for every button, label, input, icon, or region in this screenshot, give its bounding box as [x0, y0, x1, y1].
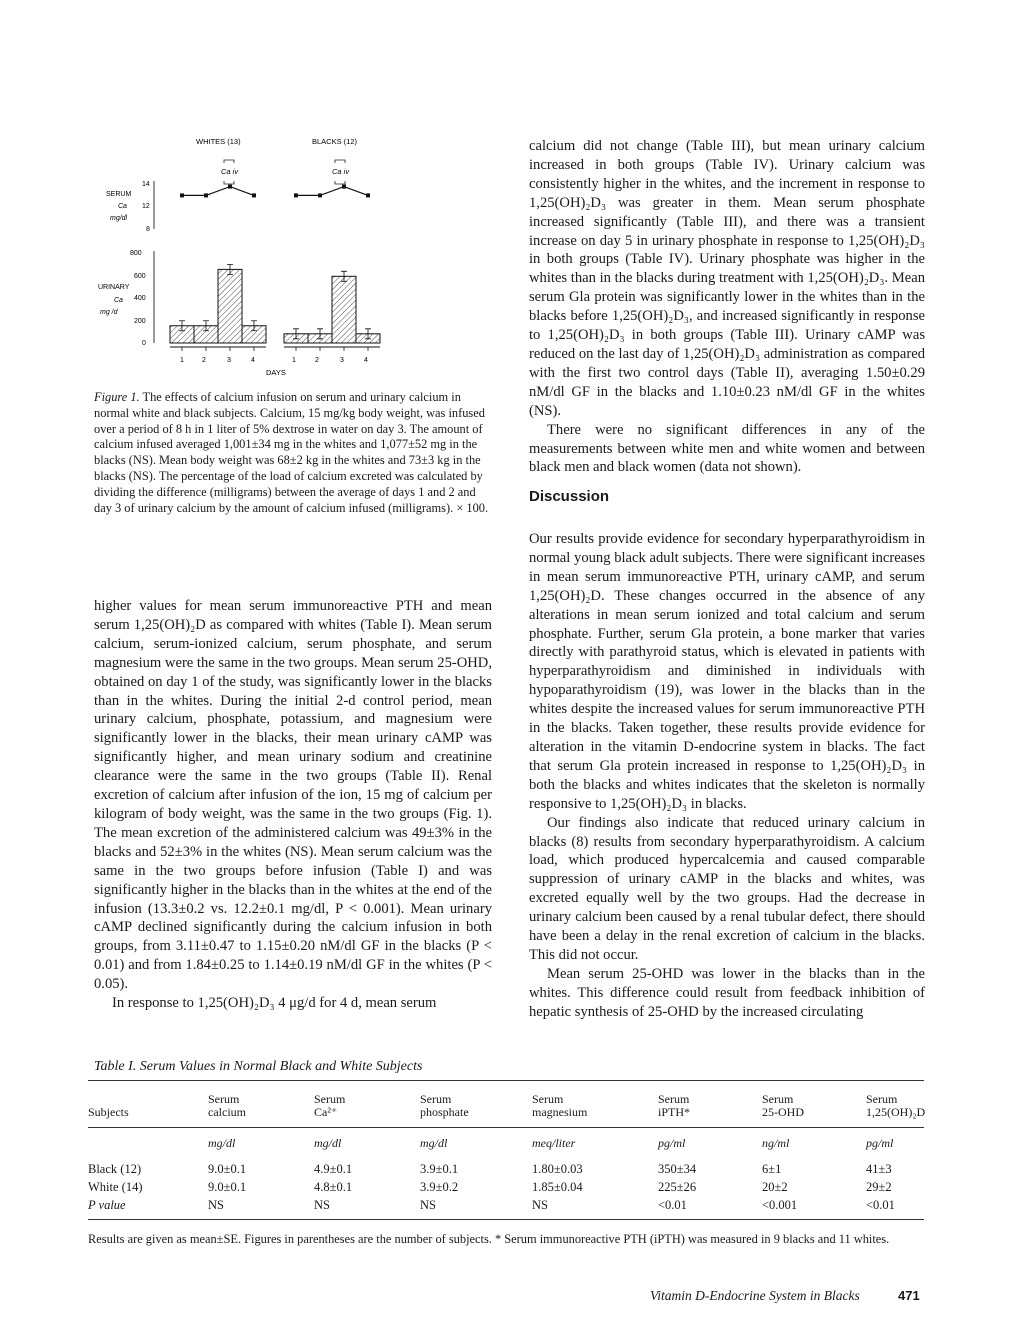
- table-cell: 1.80±0.03: [532, 1162, 583, 1176]
- table-header-cell: 1,25(OH)₂D: [866, 1105, 926, 1119]
- urinary-ca-label: Ca: [114, 297, 123, 304]
- table-header-cell: Serum: [658, 1092, 690, 1106]
- table-rule-top: [88, 1080, 924, 1081]
- serum-label: SERUM: [106, 191, 132, 198]
- table-header-cell: magnesium: [532, 1105, 588, 1119]
- table-cell: 4.8±0.1: [314, 1180, 353, 1194]
- day-label: 1: [180, 357, 184, 364]
- table-header-cell: Ca²⁺: [314, 1105, 338, 1119]
- table-cell: 3.9±0.2: [420, 1180, 459, 1194]
- table-cell: 6±1: [762, 1162, 782, 1176]
- serum-calcium-point: [228, 185, 232, 189]
- table-cell: 9.0±0.1: [208, 1162, 247, 1176]
- urinary-tick-200: 200: [134, 318, 146, 325]
- table-header-cell: Serum: [762, 1092, 794, 1106]
- body-paragraph: Mean serum 25-OHD was lower in the blacks than in the whites. This difference could result from feedback inhibition of hepatic synthesis of 25-OHD by the increased circulating: [529, 965, 925, 1020]
- day-label: 3: [227, 357, 231, 364]
- body-paragraph: Our findings also indicate that reduced urinary calcium in blacks (8) results from secondary hyperparathyroidism. A calcium load, which produced hypercalcemia and caused comparable suppression of urinary cAMP in the blacks and whites, was excreted equally well by the two groups. Had the decrease in urinary calcium been caused by a renal tubular defect, there should have been a delay in the renal excretion of calcium in the blacks. This did not occur.: [529, 814, 925, 963]
- table-row-label: P value: [88, 1198, 126, 1212]
- urinary-tick-0: 0: [142, 340, 146, 347]
- caption-label: Figure 1.: [94, 390, 140, 404]
- serum-unit-label: mg/dl: [110, 215, 128, 222]
- left-column: [94, 597, 492, 1013]
- table-cell: <0.01: [866, 1198, 895, 1212]
- table-cell: 225±26: [658, 1180, 697, 1194]
- table-cell: NS: [532, 1198, 548, 1212]
- table-header-cell: Serum: [208, 1092, 240, 1106]
- serum-ca-label: Ca: [118, 203, 127, 210]
- serum-tick-12: 12: [142, 203, 150, 210]
- table-header-cell: calcium: [208, 1105, 246, 1119]
- table-header-cell: Subjects: [88, 1105, 129, 1119]
- urinary-unit-label: mg /d: [100, 309, 118, 316]
- table-cell: 29±2: [866, 1180, 892, 1194]
- table-row-label: Black (12): [88, 1162, 142, 1176]
- table-header-cell: Serum: [420, 1092, 452, 1106]
- table-cell: <0.01: [658, 1198, 687, 1212]
- discussion-heading: Discussion: [529, 488, 610, 505]
- ca-iv-label-whites: Ca iv: [221, 167, 239, 176]
- urinary-tick-800: 800: [130, 250, 142, 257]
- table-rule-bottom: [88, 1219, 924, 1220]
- body-paragraph: calcium did not change (Table III), but mean urinary calcium increased in both groups (Table IV). Urinary calcium was consistently higher in the whites, and the increment in response to 1,25(OH)₂D₃ was greater in them. Mean serum phosphate increased significantly (Table III), and there was a transient increase on day 5 in urinary phosphate in response to 1,25(OH)₂D₃ in both groups (Table IV). Urinary phosphate was higher in the whites than in the blacks during treatment with 1,25(OH)₂D₃. Mean serum Gla protein was significantly lower in the whites than in the blacks before 1,25(OH)₂D₃, and increased significantly in response to 1,25(OH)₂D₃ in both groups (Table III). Urinary cAMP was reduced on the last day of 1,25(OH)₂D₃ administration as compared with the first two control days (Table II), averaging 1.50±0.29 nM/dl GF in the blacks and 1.10±0.23 nM/dl GF in the whites (NS).: [529, 138, 925, 419]
- day-label: 1: [292, 357, 296, 364]
- table-cell: NS: [208, 1198, 224, 1212]
- figure-caption: [94, 390, 492, 516]
- table-header-cell: Serum: [532, 1092, 564, 1106]
- day-label: 4: [364, 357, 368, 364]
- day-label: 2: [315, 357, 319, 364]
- table-cell: 4.9±0.1: [314, 1162, 353, 1176]
- discussion-column: [529, 530, 925, 1022]
- table-unit-cell: pg/ml: [866, 1136, 894, 1150]
- serum-tick-14: 14: [142, 181, 150, 188]
- serum-calcium-line: [296, 187, 368, 196]
- body-paragraph: higher values for mean serum immunoreactive PTH and mean serum 1,25(OH)₂D as compared with whites (Table I). Mean serum calcium, serum-ionized calcium, serum phosphate, and serum magnesium were the same in the two groups. Mean serum 25-OHD, obtained on day 1 of the study, was significantly lower in the blacks than in the whites. During the initial 2-d control period, mean urinary calcium, phosphate, potassium, and magnesium were significantly lower in the blacks, their mean urinary cAMP was significantly higher, and mean urinary sodium and creatinine clearance were the same in the two groups (Table II). Renal excretion of calcium after infusion of the ion, 15 mg of calcium per kilogram of body weight, was the same in the two groups (Fig. 1). The mean excretion of the administered calcium was 49±3% in the blacks and 52±3% in the whites (NS). Mean serum calcium was the same in the two groups before infusion (Table I) and was significantly higher in the blacks than in the whites at the end of the infusion (13.3±0.2 vs. 12.2±0.1 mg/dl, P < 0.001). Mean urinary cAMP declined significantly during the calcium infusion in both groups, from 3.11±0.47 to 1.15±0.20 nM/dl GF in the blacks (P < 0.01) and from 1.84±0.25 to 1.14±0.19 nM/dl GF in the whites (P < 0.05).: [94, 598, 492, 993]
- ca-iv-label-blacks: Ca iv: [332, 167, 350, 176]
- table-cell: 9.0±0.1: [208, 1180, 247, 1194]
- table-header-cell: iPTH*: [658, 1105, 691, 1119]
- body-paragraph: In response to 1,25(OH)₂D₃ 4 μg/d for 4 d, mean serum: [112, 995, 437, 1012]
- table-cell: NS: [314, 1198, 330, 1212]
- table-rule-header: [88, 1127, 924, 1128]
- day-label: 2: [202, 357, 206, 364]
- table-unit-cell: mg/dl: [314, 1136, 342, 1150]
- figure-1-chart: [88, 132, 498, 382]
- right-column-top: [529, 137, 925, 477]
- serum-calcium-point: [294, 193, 298, 197]
- serum-calcium-point: [366, 193, 370, 197]
- body-paragraph: Our results provide evidence for secondary hyperparathyroidism in normal young black adult subjects. There were significant increases in mean serum immunoreactive PTH, urinary cAMP, and serum 1,25(OH)₂D. These changes occurred in the absence of any alterations in mean serum ionized and total calcium and serum phosphate. Further, serum Gla protein, a bone marker that varies directly with parathyroid status, which is elevated in patients with hyperparathyroidism and diminished in individuals with hypoparathyroidism (19), was lower in the blacks than in the whites despite the increased values for serum immunoreactive PTH in the blacks. Taken together, these results provide evidence for alteration in the vitamin D-endocrine system in blacks. The fact that serum Gla protein increased in response to 1,25(OH)₂D₃ in both the blacks and whites indicates that the skeleton is normally responsive to 1,25(OH)₂D₃ in blacks.: [529, 531, 925, 812]
- whites-group-label: WHITES (13): [196, 137, 241, 146]
- table-row-label: White (14): [88, 1180, 143, 1194]
- table-cell: 350±34: [658, 1162, 697, 1176]
- table-unit-cell: mg/dl: [420, 1136, 448, 1150]
- serum-tick-8: 8: [146, 226, 150, 233]
- page-number: 471: [898, 1288, 920, 1303]
- table-cell: 20±2: [762, 1180, 788, 1194]
- urinary-tick-600: 600: [134, 273, 146, 280]
- blacks-group-label: BLACKS (12): [312, 137, 358, 146]
- serum-calcium-line: [182, 187, 254, 196]
- serum-calcium-point: [342, 185, 346, 189]
- serum-calcium-point: [204, 193, 208, 197]
- serum-calcium-point: [180, 193, 184, 197]
- table-cell: 1.85±0.04: [532, 1180, 583, 1194]
- table-unit-cell: mg/dl: [208, 1136, 236, 1150]
- caption-text: The effects of calcium infusion on serum and urinary calcium in normal white and black subjects. Calcium, 15 mg/kg body weight, was infused over a period of 8 h in 1 liter of 5% dextrose in water on day 3. The amount of calcium infused averaged 1,001±34 mg in the whites and 1,077±52 mg in the blacks (NS). Mean body weight was 68±2 kg in the whites and 73±3 kg in the blacks (NS). The percentage of the load of calcium excreted was calculated by dividing the difference (milligrams) between the average of days 1 and 2 and day 3 of urinary calcium by the amount of calcium infused (milligrams). × 100.: [94, 390, 489, 515]
- table-header-cell: Serum: [866, 1092, 898, 1106]
- table-unit-cell: ng/ml: [762, 1136, 790, 1150]
- table-header-cell: 25-OHD: [762, 1105, 804, 1119]
- table-header-cell: Serum: [314, 1092, 346, 1106]
- table-footnote: Results are given as mean±SE. Figures in parentheses are the number of subjects. * Serum immunoreactive PTH (iPTH) was measured in 9 blacks and 11 whites.: [88, 1232, 890, 1246]
- table-header-cell: phosphate: [420, 1105, 469, 1119]
- urinary-label: URINARY: [98, 284, 130, 291]
- day-label: 3: [340, 357, 344, 364]
- table-cell: NS: [420, 1198, 436, 1212]
- table-title: Table I. Serum Values in Normal Black and White Subjects: [94, 1059, 423, 1074]
- serum-calcium-point: [252, 193, 256, 197]
- urinary-calcium-bar: [218, 269, 242, 343]
- table-unit-cell: pg/ml: [658, 1136, 686, 1150]
- day-label: 4: [251, 357, 255, 364]
- table-cell: 41±3: [866, 1162, 892, 1176]
- table-cell: 3.9±0.1: [420, 1162, 459, 1176]
- urinary-calcium-bar: [332, 276, 356, 343]
- urinary-tick-400: 400: [134, 295, 146, 302]
- running-head: Vitamin D-Endocrine System in Blacks: [650, 1288, 860, 1303]
- table-unit-cell: meq/liter: [532, 1136, 576, 1150]
- x-axis-label: DAYS: [266, 368, 286, 377]
- chart-marks: [170, 185, 380, 351]
- table-cell: <0.001: [762, 1198, 798, 1212]
- body-paragraph: There were no significant differences in any of the measurements between white men and white women and between black men and black women (data not shown).: [529, 421, 925, 476]
- serum-calcium-point: [318, 193, 322, 197]
